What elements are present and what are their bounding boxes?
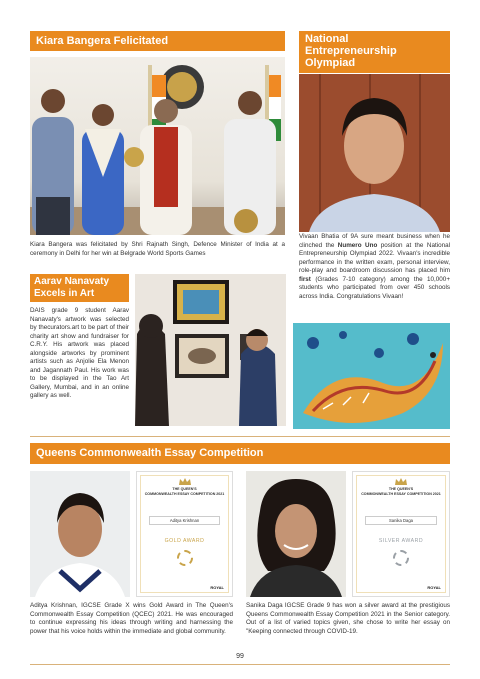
section-divider (30, 436, 450, 437)
vivaan-caption-pre: Vivaan Bhatia of 9A sure meant business when he clinched the (299, 233, 450, 249)
vivaan-caption (299, 233, 450, 301)
gold-certificate (136, 471, 233, 597)
kiara-photo (30, 57, 285, 235)
silver-cert-name: Sanika Daga (365, 516, 437, 525)
vivaan-title-line3: Olympiad (305, 57, 356, 69)
silver-cert-heading1: THE QUEEN'S (388, 487, 414, 491)
page-number: 99 (236, 653, 244, 660)
sanika-photo (246, 471, 346, 597)
gold-cert-name: Aditya Krishnan (149, 516, 220, 525)
vivaan-caption-bold2: first (299, 275, 311, 283)
vivaan-caption-bold1: Numero Uno (337, 241, 378, 249)
gold-cert-logo: ROYAL (210, 585, 224, 590)
vivaan-title-line2: Entrepreneurship (305, 45, 397, 57)
silver-cert-heading2: COMMONWEALTH ESSAY COMPETITION 2021 (361, 492, 441, 496)
aditya-caption: Aditya Krishnan, IGCSE Grade X wins Gold Award in The Queen's Commonwealth Essay Competition (QCEC) 2021. He was encouraged to continue expressing his ideas through writing and harnessing the power that his voice holds within the immediate and global community. (30, 602, 233, 635)
aarav-title-line2: Excels in Art (34, 287, 95, 299)
gold-cert-heading2: COMMONWEALTH ESSAY COMPETITION 2021 (144, 492, 225, 496)
vivaan-photo (299, 74, 450, 232)
wreath-icon (177, 550, 193, 566)
kiara-banner (30, 31, 285, 51)
queens-banner (30, 443, 450, 464)
vivaan-banner (299, 31, 450, 73)
gold-cert-heading1: THE QUEEN'S (172, 487, 197, 491)
silver-cert-logo: ROYAL (427, 585, 441, 590)
vivaan-title-line1: National (305, 33, 349, 45)
artwork-canvas (293, 323, 450, 429)
aarav-title-line1: Aarav Nanavaty (34, 276, 110, 287)
footer-rule (30, 664, 450, 665)
kiara-title: Kiara Bangera Felicitated (36, 35, 169, 47)
silver-cert-award: SILVER AWARD (378, 538, 424, 544)
wreath-icon (393, 550, 409, 566)
kiara-caption: Kiara Bangera was felicitated by Shri Rajnath Singh, Defence Minister of India at a ceremony in Delhi for her win at Belgrade World Sports Games (30, 241, 285, 257)
aarav-banner (30, 274, 129, 302)
aarav-photo (135, 274, 286, 426)
vivaan-portrait (299, 74, 450, 232)
aditya-photo (30, 471, 130, 597)
silver-certificate (352, 471, 450, 597)
gold-cert-award: GOLD AWARD (164, 538, 205, 544)
vivaan-caption-post: (Grades 7-10 category) among the 10,000+ students who participated from over 450 schools across India. Congratulations Vivaan! (299, 275, 450, 300)
aarav-caption: DAIS grade 9 student Aarav Nanavaty's artwork was selected by thecurators.art to be part of their charity art show and fundraiser for C.R.Y. His artwork was placed alongside artworks by prominent artists such as Anjolie Ela Menon and Jagannath Paul. His work was to be displayed in the Tao Art Gallery, Mumbai, and in an online gallery as well. (30, 307, 129, 399)
queens-title: Queens Commonwealth Essay Competition (36, 447, 264, 459)
sanika-portrait (246, 471, 346, 597)
sanika-caption: Sanika Daga IGCSE Grade 9 has won a silver award at the prestigious Queens Commonwealth Essay Competition 2021 in the Senior category. Out of a list of varied topics given, she chose to write her essay on "Keeping connected through COVID-19. (246, 602, 450, 635)
crown-icon (178, 477, 192, 486)
crown-icon (394, 477, 408, 486)
aarav-gallery-scene (135, 274, 286, 426)
vivaan-caption-mid: position at the National Entrepreneurship Olympiad 2022. Vivaan's incredible performance in the written exam, personal interview, role-play and boardroom discussion has placed him (299, 241, 450, 274)
kiara-scene (30, 57, 285, 235)
artwork-photo (293, 323, 450, 429)
aditya-portrait (30, 471, 130, 597)
